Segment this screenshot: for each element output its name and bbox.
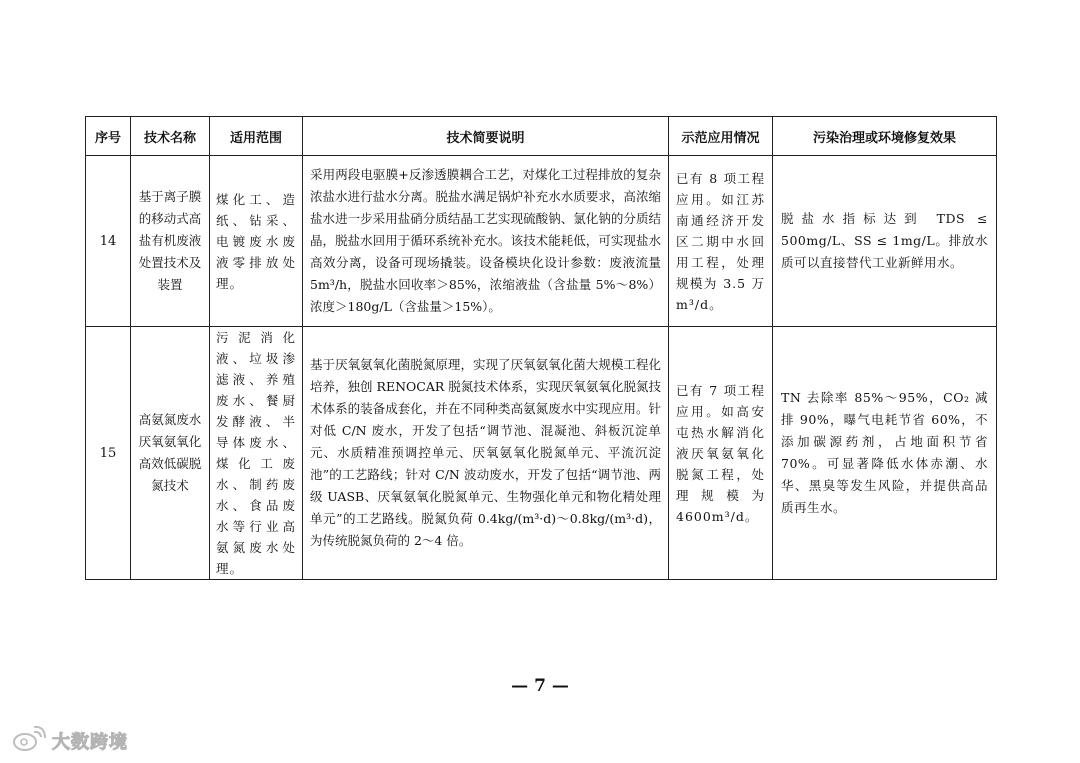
weibo-logo-icon [12, 726, 46, 756]
row-scope: 污泥消化液、垃圾渗滤液、养殖废水、餐厨发酵液、半导体废水、煤化工废水、制药废水、食品废水等行业高氨氮废水处理。 [210, 327, 303, 580]
watermark [12, 726, 128, 756]
row-effect: TN 去除率 85%～95%，CO₂ 减排 90%，曝气电耗节省 60%，不添加碳源药剂，占地面积节省 70%。可显著降低水体赤潮、水华、黑臭等发生风险，并提供高品质再生水。 [773, 327, 997, 580]
header-tech-name: 技术名称 [131, 117, 210, 156]
row-seq: 15 [86, 327, 131, 580]
row-tech-name: 基于离子膜的移动式高盐有机废液处置技术及装置 [131, 156, 210, 327]
row-seq: 14 [86, 156, 131, 327]
header-scope: 适用范围 [210, 117, 303, 156]
row-description: 基于厌氧氨氧化菌脱氮原理，实现了厌氧氨氧化菌大规模工程化培养，独创 RENOCAR 脱氮技术体系，实现厌氧氨氧化脱氮技术体系的装备成套化，并在不同种类高氨氮废水中实现应用。针对低 C/N 废水，开发了包括“调节池、混凝池、斜板沉淀单元、水质精准预调控单元、厌氧氨氧化脱氮单元、平流沉淀池”的工艺路线；针对 C/N 波动废水，开发了包括“调节池、两级 UASB、厌氧氨氧化脱氮单元、生物强化单元和物化精处理单元”的工艺路线。脱氮负荷 0.4kg/(m³·d)～0.8kg/(m³·d)，为传统脱氮负荷的 2～4 倍。 [303, 327, 669, 580]
row-demo: 已有 7 项工程应用。如高安屯热水解消化液厌氧氨氧化脱氮工程，处理规模为 4600m³/d。 [669, 327, 773, 580]
table-header-row [86, 117, 997, 156]
row-demo: 已有 8 项工程应用。如江苏南通经济开发区二期中水回用工程，处理规模为 3.5 万 m³/d。 [669, 156, 773, 327]
technology-table [85, 116, 997, 580]
row-scope: 煤化工、造纸、钻采、电镀废水废液零排放处理。 [210, 156, 303, 327]
row-effect: 脱盐水指标达到 TDS ≤ 500mg/L、SS ≤ 1mg/L。排放水质可以直接替代工业新鲜用水。 [773, 156, 997, 327]
table-row [86, 156, 997, 327]
header-description: 技术简要说明 [303, 117, 669, 156]
page-number: — 7 — [511, 676, 569, 696]
header-effect: 污染治理或环境修复效果 [773, 117, 997, 156]
table-row [86, 327, 997, 580]
row-description: 采用两段电驱膜+反渗透膜耦合工艺，对煤化工过程排放的复杂浓盐水进行盐水分离。脱盐水满足锅炉补充水水质要求，高浓缩盐水进一步采用盐硝分质结晶工艺实现硫酸钠、氯化钠的分质结晶，脱盐水回用于循环系统补充水。该技术能耗低，可实现盐水高效分离，设备可现场撬装。设备模块化设计参数：废液流量 5m³/h，脱盐水回收率＞85%，浓缩液盐（含盐量 5%～8%）浓度＞180g/L（含盐量＞15%）。 [303, 156, 669, 327]
header-demo: 示范应用情况 [669, 117, 773, 156]
row-tech-name: 高氨氮废水厌氧氨氧化高效低碳脱氮技术 [131, 327, 210, 580]
watermark-text: 大数跨境 [52, 732, 128, 753]
header-seq: 序号 [86, 117, 131, 156]
